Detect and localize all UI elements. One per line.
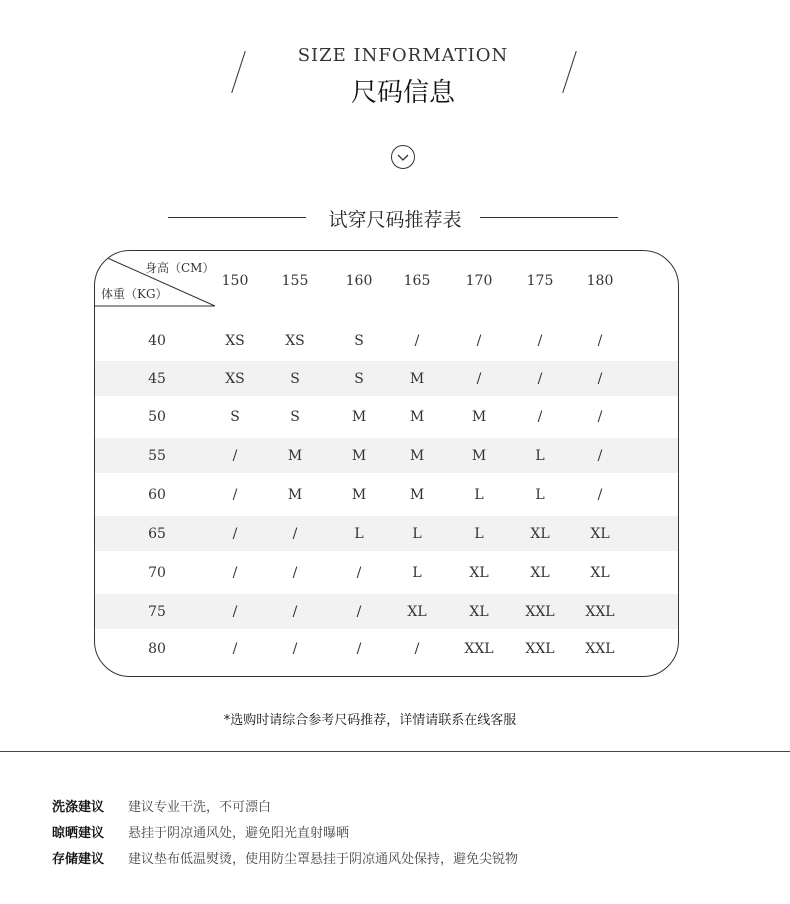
purchase-note: *选购时请综合参考尺码推荐，详情请联系在线客服 — [223, 713, 517, 728]
size-cell: XXL — [525, 641, 555, 657]
weight-cell: 75 — [148, 604, 166, 620]
size-cell: L — [474, 526, 484, 542]
care-key: 洗涤建议 — [52, 800, 105, 815]
size-cell: M — [471, 409, 487, 425]
care-key: 晾晒建议 — [52, 826, 105, 841]
size-cell: M — [351, 487, 367, 503]
care-row-drying — [52, 822, 349, 841]
chevron-down-circle-icon — [391, 145, 415, 169]
size-cell: S — [290, 409, 300, 425]
size-cell: L — [535, 448, 545, 464]
size-cell: / — [232, 526, 238, 542]
size-cell: / — [292, 604, 298, 620]
size-cell: XS — [225, 371, 245, 387]
size-cell: XS — [285, 333, 305, 349]
size-cell: / — [537, 333, 543, 349]
size-cell: / — [597, 371, 603, 387]
size-cell: / — [597, 487, 603, 503]
size-cell: / — [232, 565, 238, 581]
size-recommendation-table — [94, 250, 679, 677]
corner-weight-label: 体重（KG） — [101, 287, 168, 301]
size-cell: / — [356, 565, 362, 581]
size-cell: L — [535, 487, 545, 503]
size-cell: M — [409, 409, 425, 425]
weight-cell: 50 — [148, 409, 166, 425]
size-cell: L — [412, 565, 422, 581]
height-header-cell: 180 — [586, 273, 614, 289]
size-cell: / — [476, 333, 482, 349]
care-row-storage — [52, 848, 518, 867]
chinese-title: 尺码信息 — [350, 78, 455, 108]
size-cell: / — [597, 409, 603, 425]
size-cell: XL — [469, 604, 489, 620]
care-value: 建议垫布低温熨烫，使用防尘罩悬挂于阴凉通风处保持，避免尖锐物 — [128, 852, 519, 867]
corner-height-label: 身高（CM） — [145, 261, 215, 275]
care-value: 建议专业干洗，不可漂白 — [128, 800, 272, 815]
size-cell: XXL — [464, 641, 494, 657]
size-cell: / — [232, 448, 238, 464]
section-divider — [0, 751, 790, 752]
care-key: 存储建议 — [52, 852, 105, 867]
table-subtitle: 试穿尺码推荐表 — [328, 209, 462, 231]
weight-cell: 70 — [148, 565, 166, 581]
care-row-washing — [52, 796, 271, 815]
size-cell: / — [232, 487, 238, 503]
size-cell: S — [230, 409, 240, 425]
weight-cell: 60 — [148, 487, 166, 503]
weight-cell: 40 — [148, 333, 166, 349]
english-title: SIZE INFORMATION — [297, 45, 509, 66]
size-cell: XL — [530, 565, 550, 581]
size-cell: / — [232, 641, 238, 657]
size-cell: XL — [407, 604, 427, 620]
size-cell: / — [414, 641, 420, 657]
size-cell: M — [287, 487, 303, 503]
size-cell: / — [597, 448, 603, 464]
size-cell: / — [476, 371, 482, 387]
size-cell: M — [409, 371, 425, 387]
size-cell: XL — [590, 565, 610, 581]
care-value: 悬挂于阴凉通风处，避免阳光直射曝晒 — [128, 826, 350, 841]
size-cell: / — [414, 333, 420, 349]
size-cell: M — [287, 448, 303, 464]
size-cell: L — [474, 487, 484, 503]
size-cell: / — [356, 641, 362, 657]
height-header-cell: 150 — [221, 273, 249, 289]
size-cell: L — [354, 526, 364, 542]
size-cell: L — [412, 526, 422, 542]
height-header-cell: 175 — [526, 273, 554, 289]
height-header-cell: 155 — [281, 273, 309, 289]
height-header-cell: 160 — [345, 273, 373, 289]
size-cell: / — [232, 604, 238, 620]
height-header-cell: 170 — [465, 273, 493, 289]
size-cell: S — [354, 371, 364, 387]
size-cell: XL — [469, 565, 489, 581]
size-cell: S — [290, 371, 300, 387]
size-cell: M — [351, 448, 367, 464]
size-cell: M — [471, 448, 487, 464]
size-cell: / — [292, 565, 298, 581]
height-header-cell: 165 — [403, 273, 431, 289]
size-cell: XXL — [585, 641, 615, 657]
size-cell: M — [409, 448, 425, 464]
size-cell: M — [351, 409, 367, 425]
weight-cell: 55 — [148, 448, 166, 464]
size-cell: M — [409, 487, 425, 503]
weight-cell: 45 — [148, 371, 166, 387]
weight-cell: 80 — [148, 641, 166, 657]
size-cell: XXL — [585, 604, 615, 620]
size-cell: S — [354, 333, 364, 349]
size-cell: / — [537, 371, 543, 387]
size-cell: / — [292, 526, 298, 542]
size-cell: XL — [590, 526, 610, 542]
size-cell: / — [292, 641, 298, 657]
weight-cell: 65 — [148, 526, 166, 542]
size-cell: / — [356, 604, 362, 620]
size-cell: XXL — [525, 604, 555, 620]
size-cell: XL — [530, 526, 550, 542]
size-cell: / — [597, 333, 603, 349]
size-cell: XS — [225, 333, 245, 349]
size-cell: / — [537, 409, 543, 425]
